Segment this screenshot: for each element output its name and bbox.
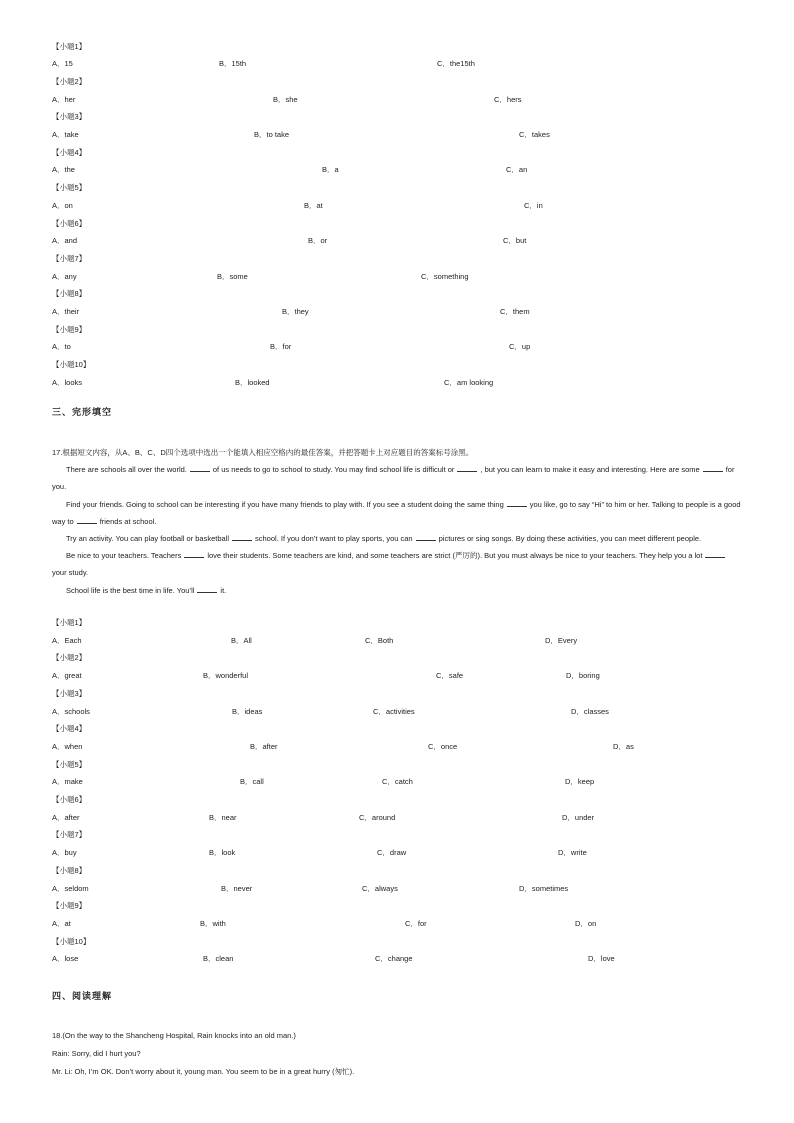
question-number: 【小题8】 xyxy=(52,289,87,299)
option-b[interactable]: B．at xyxy=(304,200,323,210)
question-label xyxy=(0,251,794,267)
question-number: 【小题2】 xyxy=(52,653,87,663)
option-a[interactable]: A．lose xyxy=(52,954,79,964)
option-d[interactable]: D．sometimes xyxy=(519,883,569,893)
option-row xyxy=(0,92,794,108)
reading-line-3: Mr. Li: Oh, I’m OK. Don’t worry about it, young man. You seem to be in a great hurry (匆忙). xyxy=(52,1067,355,1076)
option-c[interactable]: C．safe xyxy=(436,671,464,681)
option-b[interactable]: B．with xyxy=(200,918,226,928)
cloze-paragraph-2: Find your friends. Going to school can be interesting if you have many friends to play with. If you see a student doing the same thing you like, go to say “Hi” to him or her. Talking to people is a good way to friends at school. xyxy=(52,499,741,526)
option-a[interactable]: A．to xyxy=(52,342,71,352)
option-row xyxy=(0,127,794,143)
blank-1[interactable] xyxy=(190,464,210,472)
option-row xyxy=(0,233,794,249)
option-a[interactable]: A．schools xyxy=(52,706,90,716)
blank-3[interactable] xyxy=(703,464,723,472)
option-b[interactable]: B．15th xyxy=(219,59,247,69)
option-row xyxy=(0,162,794,178)
option-b[interactable]: B．ideas xyxy=(232,706,263,716)
question-label xyxy=(0,216,794,232)
question-label xyxy=(0,109,794,125)
option-a[interactable]: A．after xyxy=(52,812,80,822)
question-label xyxy=(0,898,794,914)
question-label xyxy=(0,827,794,843)
option-a[interactable]: A．seldom xyxy=(52,883,89,893)
option-c[interactable]: C．around xyxy=(359,812,396,822)
blank-7[interactable] xyxy=(416,533,436,541)
blank-4[interactable] xyxy=(507,499,527,507)
option-a[interactable]: A．great xyxy=(52,671,82,681)
option-d[interactable]: D．classes xyxy=(571,706,609,716)
option-b[interactable]: B．they xyxy=(282,307,309,316)
option-d[interactable]: D．write xyxy=(558,848,587,858)
option-c[interactable]: C．something xyxy=(421,271,469,281)
question-label xyxy=(0,39,794,55)
option-d[interactable]: D．Every xyxy=(545,635,578,645)
question-number: 【小题10】 xyxy=(52,360,91,370)
cloze-passage xyxy=(52,444,742,599)
option-b[interactable]: B．she xyxy=(273,94,298,104)
question-number: 【小题7】 xyxy=(52,830,87,840)
question-label xyxy=(0,757,794,773)
option-row xyxy=(0,269,794,285)
blank-5[interactable] xyxy=(77,516,97,524)
question-number: 【小题3】 xyxy=(52,688,87,698)
option-b[interactable]: B．after xyxy=(250,741,278,751)
question-number: 【小题4】 xyxy=(52,724,87,734)
option-c[interactable]: C．activities xyxy=(373,706,415,716)
option-c[interactable]: C．once xyxy=(428,741,458,751)
reading-line-2: Rain: Sorry, did I hurt you? xyxy=(52,1049,141,1058)
option-c[interactable]: C．in xyxy=(524,200,543,210)
question-label xyxy=(0,650,794,666)
option-d[interactable]: D．under xyxy=(562,812,595,822)
blank-10[interactable] xyxy=(197,585,217,593)
question-label xyxy=(0,863,794,879)
option-row xyxy=(0,668,794,684)
blank-9[interactable] xyxy=(705,550,725,558)
question-label xyxy=(0,322,794,338)
option-row xyxy=(0,951,794,967)
question-number: 【小题3】 xyxy=(52,112,87,122)
option-c[interactable]: C．for xyxy=(405,918,427,928)
option-b[interactable]: B．look xyxy=(209,848,236,858)
question-label xyxy=(0,721,794,737)
option-row xyxy=(0,916,794,932)
cloze-paragraph-4: Be nice to your teachers. Teachers love their students. Some teachers are kind, and some teachers are strict (严厉的). But you must always be nice to your teachers. They help you a lotyour study. xyxy=(52,547,742,581)
option-c[interactable]: C．but xyxy=(503,236,527,246)
option-c[interactable]: C．the15th xyxy=(437,59,475,69)
option-a[interactable]: A．on xyxy=(52,200,73,210)
question-label xyxy=(0,180,794,196)
question-label xyxy=(0,792,794,808)
option-b[interactable]: B．for xyxy=(270,342,292,352)
section3-heading: 三、完形填空 xyxy=(52,407,113,417)
option-b[interactable]: B．call xyxy=(240,777,264,787)
question-number: 【小题6】 xyxy=(52,795,87,804)
option-c[interactable]: C．Both xyxy=(365,635,394,645)
option-c[interactable]: C．up xyxy=(509,342,531,352)
option-d[interactable]: D．as xyxy=(613,741,634,751)
option-b[interactable]: B．All xyxy=(231,635,252,645)
question-label xyxy=(0,286,794,302)
option-b[interactable]: B．to take xyxy=(254,130,290,139)
option-c[interactable]: C．always xyxy=(362,883,398,893)
option-c[interactable]: C．them xyxy=(500,307,530,316)
option-d[interactable]: D．boring xyxy=(566,671,600,681)
question-label xyxy=(0,615,794,631)
question-label xyxy=(0,74,794,90)
option-a[interactable]: A．any xyxy=(52,271,77,281)
blank-8[interactable] xyxy=(184,550,204,558)
option-b[interactable]: B．wonderful xyxy=(203,671,249,681)
option-row xyxy=(0,810,794,826)
question-number: 【小题8】 xyxy=(52,865,87,875)
option-a[interactable]: A．their xyxy=(52,307,80,316)
option-d[interactable]: D．keep xyxy=(565,777,595,787)
option-row xyxy=(0,56,794,72)
option-b[interactable]: B．never xyxy=(221,883,253,893)
option-b[interactable]: B．some xyxy=(217,271,248,281)
blank-2[interactable] xyxy=(457,464,477,472)
option-row xyxy=(0,739,794,755)
question-label xyxy=(0,357,794,373)
question-number: 【小题1】 xyxy=(52,618,87,627)
option-row xyxy=(0,633,794,649)
question-label xyxy=(0,145,794,161)
option-c[interactable]: C．draw xyxy=(377,848,407,858)
option-b[interactable]: B．looked xyxy=(235,377,270,387)
option-d[interactable]: D．love xyxy=(588,954,615,964)
option-c[interactable]: C．an xyxy=(506,165,528,175)
option-row xyxy=(0,304,794,320)
cloze-instruction: 17.根据短文内容，从A、B、C、D四个选项中选出一个能填入相应空格内的最佳答案，并把答题卡上对应题目的答案标号涂黑。 xyxy=(52,448,474,457)
option-d[interactable]: D．on xyxy=(575,918,597,928)
option-b[interactable]: B．near xyxy=(209,812,237,822)
section4-heading: 四、阅读理解 xyxy=(52,991,113,1001)
question-label xyxy=(0,686,794,702)
option-b[interactable]: B．clean xyxy=(203,954,234,964)
option-b[interactable]: B．a xyxy=(322,165,339,175)
cloze-paragraph-3: Try an activity. You can play football or basketball school. If you don’t want to play sports, you can pictures or sing songs. By doing these activities, you can meet different people. xyxy=(66,534,702,544)
question-number: 【小题9】 xyxy=(52,901,87,911)
question-number: 【小题7】 xyxy=(52,253,87,263)
option-c[interactable]: C．takes xyxy=(519,130,550,139)
question-number: 【小题4】 xyxy=(52,147,87,157)
option-a[interactable]: A．at xyxy=(52,918,71,928)
option-row xyxy=(0,881,794,897)
question-number: 【小题5】 xyxy=(52,759,87,769)
cloze-paragraph-1: There are schools all over the world. of us needs to go to school to study. You may find school life is difficult or , but you can learn to make it easy and interesting. Here are some for you. xyxy=(52,465,735,492)
option-a[interactable]: A．when xyxy=(52,741,83,751)
option-a[interactable]: A．the xyxy=(52,165,75,175)
cloze-paragraph-5: School life is the best time in life. You’ll it. xyxy=(66,585,227,595)
option-a[interactable]: A．her xyxy=(52,94,76,104)
option-c[interactable]: C．am looking xyxy=(444,377,494,387)
option-c[interactable]: C．catch xyxy=(382,777,413,787)
option-a[interactable]: A．Each xyxy=(52,635,82,645)
option-row xyxy=(0,198,794,214)
option-a[interactable]: A．buy xyxy=(52,848,77,858)
question-number: 【小题1】 xyxy=(52,41,87,51)
option-row xyxy=(0,774,794,790)
question-number: 【小题10】 xyxy=(52,936,91,946)
option-a[interactable]: A．make xyxy=(52,777,83,787)
question-number: 【小题6】 xyxy=(52,218,87,228)
option-row xyxy=(0,339,794,355)
option-a[interactable]: A．take xyxy=(52,130,79,139)
option-a[interactable]: A．and xyxy=(52,236,78,246)
option-a[interactable]: A．15 xyxy=(52,59,73,69)
option-row xyxy=(0,845,794,861)
option-b[interactable]: B．or xyxy=(308,236,328,246)
option-c[interactable]: C．hers xyxy=(494,94,522,104)
question-number: 【小题9】 xyxy=(52,324,87,334)
option-row xyxy=(0,375,794,391)
question-number: 【小题2】 xyxy=(52,76,87,86)
option-c[interactable]: C．change xyxy=(375,954,413,964)
blank-6[interactable] xyxy=(232,533,252,541)
option-row xyxy=(0,704,794,720)
option-a[interactable]: A．looks xyxy=(52,377,83,387)
question-label xyxy=(0,934,794,950)
question-number: 【小题5】 xyxy=(52,183,87,193)
reading-line-1: 18.(On the way to the Shancheng Hospital, Rain knocks into an old man.) xyxy=(52,1031,296,1040)
